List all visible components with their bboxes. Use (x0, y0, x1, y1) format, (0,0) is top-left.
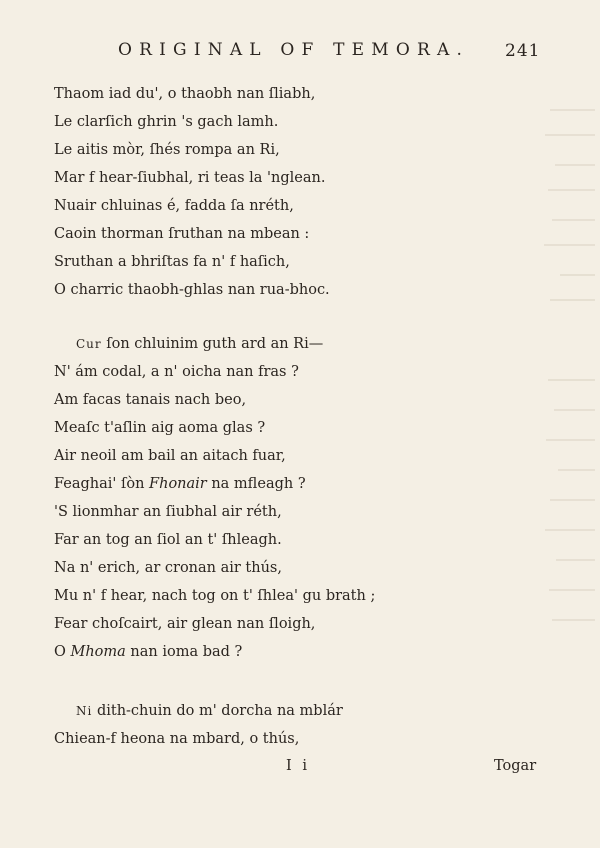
verse-line: 'S lionmhar an ſiubhal air réth, (54, 504, 282, 520)
line-text: Feaghai' ſòn (54, 476, 150, 492)
verse-line-first (54, 330, 375, 358)
small-caps-opening-word: Ni (76, 704, 93, 718)
verse-line: O charric thaobh-ghlas nan rua-bhoc. (54, 282, 330, 298)
verse-line (54, 638, 375, 666)
verse-line: Sruthan a bhriſtas fa n' f haſich, (54, 254, 290, 270)
stanza-1 (54, 80, 330, 304)
verse-line: Nuair chluinas é, fadda ſa nréth, (54, 198, 294, 214)
first-line-text: dith-chuin do m' dorcha na mblár (92, 703, 343, 719)
verse-line: Le clarſich ghrin 's gach lamh. (54, 114, 279, 130)
verse-line: Am facas tanais nach beo, (54, 392, 247, 408)
verse-line: N' ám codal, a n' oicha nan fras ? (54, 364, 299, 380)
verse-line: Thaom iad du', o thaobh nan ſliabh, (54, 86, 316, 102)
stanza-3 (54, 697, 343, 753)
verse-line: Mu n' f hear, nach tog on t' ſhlea' gu brath ; (54, 588, 376, 604)
verse-line: Chiean-f heona na mbard, o thús, (54, 731, 300, 747)
first-line-text: ſon chluinim guth ard an Ri— (101, 336, 324, 352)
italic-name: Fhonair (149, 476, 207, 492)
small-caps-opening-word: Cur (76, 337, 102, 351)
verse-line (54, 470, 375, 498)
verse-line-first (54, 697, 343, 725)
italic-name: Mhoma (70, 644, 126, 660)
verse-line: Air neoil am bail an aitach fuar, (54, 448, 286, 464)
stanza-2 (54, 330, 375, 666)
catchword: Togar (494, 758, 537, 774)
verse-line: Far an tog an ſiol an t' ſhleagh. (54, 532, 282, 548)
line-text: nan ioma bad ? (125, 644, 243, 660)
running-header-title: ORIGINAL OF TEMORA. (118, 40, 470, 60)
line-text: O (54, 644, 71, 660)
signature-mark: I i (286, 758, 310, 774)
verse-line: Fear choſcairt, air glean nan ſloigh, (54, 616, 316, 632)
verse-line: Na n' erich, ar cronan air thús, (54, 560, 282, 576)
verse-line: Le aitis mòr, ſhés rompa an Ri, (54, 142, 280, 158)
line-text: na mfleagh ? (206, 476, 306, 492)
show-through-texture (530, 0, 600, 848)
page-number: 241 (505, 41, 541, 61)
verse-line: Caoin thorman ſruthan na mbean : (54, 226, 310, 242)
verse-line: Mar f hear-ſiubhal, ri teas la 'nglean. (54, 170, 326, 186)
verse-line: Meaſc t'aſlin aig aoma glas ? (54, 420, 266, 436)
